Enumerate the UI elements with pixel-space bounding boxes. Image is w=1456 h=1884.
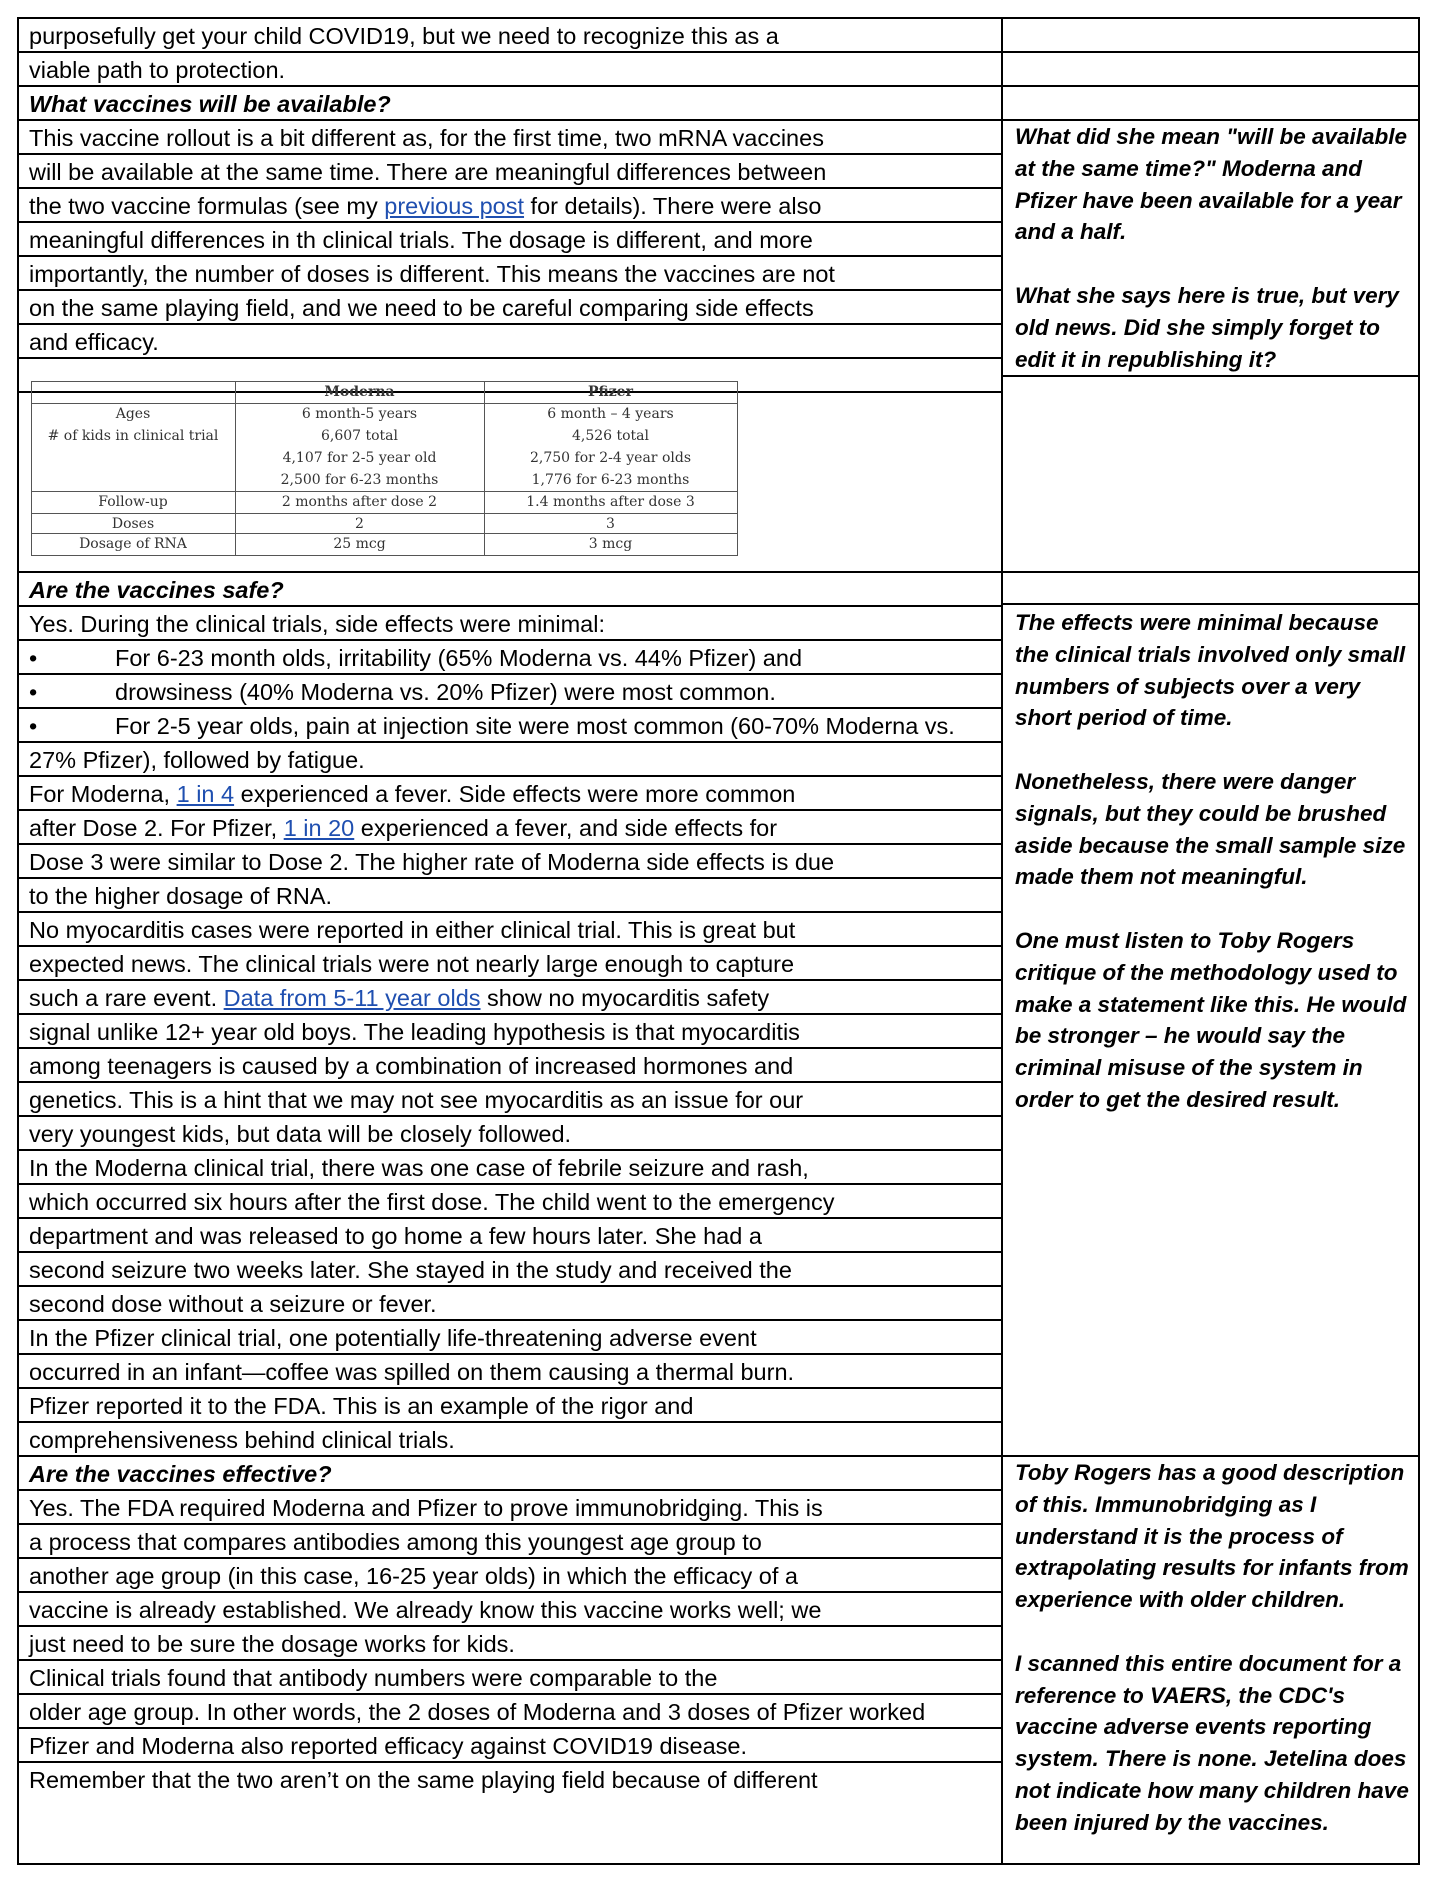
inline-link[interactable]: previous post [384, 193, 525, 219]
inline-link[interactable]: 1 in 4 [176, 781, 235, 807]
line-text: show no myocarditis safety [480, 985, 770, 1011]
line-text: Dose 3 were similar to Dose 2. The higher rate of Moderna side effects is due [29, 849, 835, 875]
line-text: to the higher dosage of RNA. [29, 883, 333, 909]
body-line: Remember that the two aren’t on the same playing field because of different [29, 1767, 818, 1793]
comment-paragraph: Nonetheless, there were danger signals, but they could be brushed aside because the small sample size made them not meaningful. [1015, 768, 1406, 890]
body-line [19, 1117, 1001, 1151]
body-line: a process that compares antibodies among this youngest age group to [19, 1525, 1001, 1559]
body-line [19, 1049, 1001, 1083]
comment-paragraph: What she says here is true, but very old news. Did she simply forget to edit it in republishing it? [1015, 282, 1399, 372]
table-header-cell: Moderna [324, 384, 395, 400]
table-rule [31, 555, 737, 556]
body-line: comprehensiveness behind clinical trials. [19, 1423, 1001, 1457]
body-line: occurred in an infant—coffee was spilled on them causing a thermal burn. [19, 1355, 1001, 1389]
comment-paragraph: Toby Rogers has a good description of this. Immunobridging as I understand it is the process of extrapolating results for infants from experience with older children. [1015, 1460, 1409, 1613]
table-rule [31, 381, 32, 556]
table-rule [737, 381, 738, 556]
table-cell: # of kids in clinical trial [47, 428, 219, 444]
body-line [19, 947, 1001, 981]
line-text: such a rare event. [29, 985, 224, 1011]
line-text: signal unlike 12+ year old boys. The leading hypothesis is that myocarditis [29, 1019, 800, 1045]
body-line [19, 189, 1001, 223]
line-text: the two vaccine formulas (see my [29, 193, 385, 219]
table-cell: Follow-up [98, 494, 168, 510]
table-cell: 6 month-5 years [301, 406, 418, 422]
body-line: In the Pfizer clinical trial, one potentially life-threatening adverse event [19, 1321, 1001, 1355]
comment-paragraph: One must listen to Toby Rogers critique of the methodology used to make a statement like this. He would be stronger – he would say the criminal misuse of the system in order to get the desired result. [1015, 927, 1407, 1112]
body-line [19, 981, 1001, 1015]
table-cell: Dosage of RNA [79, 536, 187, 552]
comparison-table [31, 381, 737, 555]
body-line: and efficacy. [19, 325, 1001, 359]
commentary-column [1001, 19, 1418, 1863]
body-line: 27% Pfizer), followed by fatigue. [19, 743, 1001, 777]
body-line: Clinical trials found that antibody numbers were comparable to the [19, 1661, 1001, 1695]
body-line: Pfizer and Moderna also reported efficacy against COVID19 disease. [19, 1729, 1001, 1763]
table-cell: 2,750 for 2-4 year olds [529, 450, 691, 466]
body-line [19, 777, 1001, 811]
comment-availability [1003, 121, 1418, 377]
body-line: This vaccine rollout is a bit different as, for the first time, two mRNA vaccines [19, 121, 1001, 155]
bullet-dot-icon: • [29, 679, 38, 705]
table-cell: 25 mcg [333, 536, 386, 552]
body-line: department and was released to go home a few hours later. She had a [19, 1219, 1001, 1253]
inline-link[interactable]: 1 in 20 [283, 815, 355, 841]
bullet-dot-icon: • [29, 645, 38, 671]
body-line: importantly, the number of doses is different. This means the vaccines are not [19, 257, 1001, 291]
comment-cell-empty [1003, 53, 1418, 87]
table-rule [31, 381, 737, 382]
body-line: second seizure two weeks later. She stayed in the study and received the [19, 1253, 1001, 1287]
table-cell: 1.4 months after dose 3 [526, 494, 695, 510]
table-cell: 6,607 total [320, 428, 399, 444]
body-line: will be available at the same time. There are meaningful differences between [19, 155, 1001, 189]
table-cell: 3 mcg [588, 536, 633, 552]
table-rule [31, 513, 737, 514]
body-line: older age group. In other words, the 2 doses of Moderna and 3 doses of Pfizer worked [19, 1695, 1001, 1729]
comment-paragraph: I scanned this entire document for a reference to VAERS, the CDC's vaccine adverse events reporting system. There is none. Jetelina does not indicate how many children have been injured by the vaccines. [1015, 1650, 1409, 1835]
table-cell: 6 month – 4 years [547, 406, 674, 422]
comment-cell-empty [1003, 19, 1418, 53]
bullet-item [19, 709, 1001, 743]
body-line [19, 913, 1001, 947]
body-line: second dose without a seizure or fever. [19, 1287, 1001, 1321]
body-line [19, 811, 1001, 845]
table-cell: 4,526 total [571, 428, 650, 444]
body-line: Yes. During the clinical trials, side effects were minimal: [19, 607, 1001, 641]
table-header-cell: Pfizer [588, 384, 633, 400]
body-line [19, 879, 1001, 913]
table-cell: Ages [115, 406, 151, 422]
bullet-dot-icon: • [29, 713, 38, 739]
body-line: In the Moderna clinical trial, there was one case of febrile seizure and rash, [19, 1151, 1001, 1185]
body-line: another age group (in this case, 16-25 year olds) in which the efficacy of a [19, 1559, 1001, 1593]
comment-paragraph: What did she mean "will be available at the same time?" Moderna and Pfizer have been available for a year and a half. [1015, 124, 1408, 245]
body-line [19, 1083, 1001, 1117]
line-text: No myocarditis cases were reported in either clinical trial. This is great but [29, 917, 796, 943]
body-line: which occurred six hours after the first dose. The child went to the emergency [19, 1185, 1001, 1219]
line-text: experienced a fever. Side effects were more common [234, 781, 796, 807]
line-text: genetics. This is a hint that we may not see myocarditis as an issue for our [29, 1087, 804, 1113]
comment-efficacy [1003, 1457, 1418, 1839]
body-line: just need to be sure the dosage works for kids. [19, 1627, 1001, 1661]
line-text: very youngest kids, but data will be closely followed. [29, 1121, 572, 1147]
line-text: after Dose 2. For Pfizer, [29, 815, 284, 841]
comment-cell-empty [1003, 87, 1418, 121]
bullet-text: For 6-23 month olds, irritability (65% Moderna vs. 44% Pfizer) and [115, 645, 803, 671]
table-cell: 2 months after dose 2 [281, 494, 438, 510]
comment-cell-empty [1003, 377, 1418, 573]
table-cell: 2 [355, 516, 364, 532]
body-line [19, 1015, 1001, 1049]
line-text: expected news. The clinical trials were not nearly large enough to capture [29, 951, 795, 977]
comment-safety [1003, 607, 1418, 1457]
bullet-text: For 2-5 year olds, pain at injection site were most common (60-70% Moderna vs. [115, 713, 955, 739]
line-text: experienced a fever, and side effects for [354, 815, 778, 841]
article-column [19, 19, 1001, 1863]
section-heading: Are the vaccines safe? [19, 573, 1001, 607]
table-rule [235, 381, 236, 556]
body-line: on the same playing field, and we need to be careful comparing side effects [19, 291, 1001, 325]
bullet-item [19, 675, 1001, 709]
table-cell: 3 [606, 516, 615, 532]
body-line: Pfizer reported it to the FDA. This is an example of the rigor and [19, 1389, 1001, 1423]
line-text: among teenagers is caused by a combination of increased hormones and [29, 1053, 794, 1079]
bullet-item [19, 641, 1001, 675]
body-line: viable path to protection. [19, 53, 1001, 87]
body-line: meaningful differences in th clinical trials. The dosage is different, and more [19, 223, 1001, 257]
table-rule [31, 491, 737, 492]
table-rule [484, 381, 485, 556]
document-page [17, 17, 1420, 1865]
table-cell: Doses [111, 516, 155, 532]
comment-cell-empty [1003, 571, 1418, 605]
body-line [19, 845, 1001, 879]
table-cell: 4,107 for 2-5 year old [282, 450, 437, 466]
table-cell: 1,776 for 6-23 months [531, 472, 690, 488]
table-rule [31, 533, 737, 534]
table-rule [31, 403, 737, 404]
section-heading: What vaccines will be available? [19, 87, 1001, 121]
comment-paragraph: The effects were minimal because the clinical trials involved only small numbers of subjects over a very short period of time. [1015, 610, 1406, 731]
body-line: purposefully get your child COVID19, but we need to recognize this as a [19, 19, 1001, 53]
table-cell: 2,500 for 6-23 months [280, 472, 439, 488]
body-line: vaccine is already established. We already know this vaccine works well; we [19, 1593, 1001, 1627]
inline-link[interactable]: Data from 5-11 year olds [223, 985, 481, 1011]
line-text: For Moderna, [29, 781, 177, 807]
line-text: for details). There were also [524, 193, 822, 219]
section-heading: Are the vaccines effective? [19, 1457, 1001, 1491]
body-line: Yes. The FDA required Moderna and Pfizer to prove immunobridging. This is [19, 1491, 1001, 1525]
bullet-text: drowsiness (40% Moderna vs. 20% Pfizer) were most common. [115, 679, 776, 705]
